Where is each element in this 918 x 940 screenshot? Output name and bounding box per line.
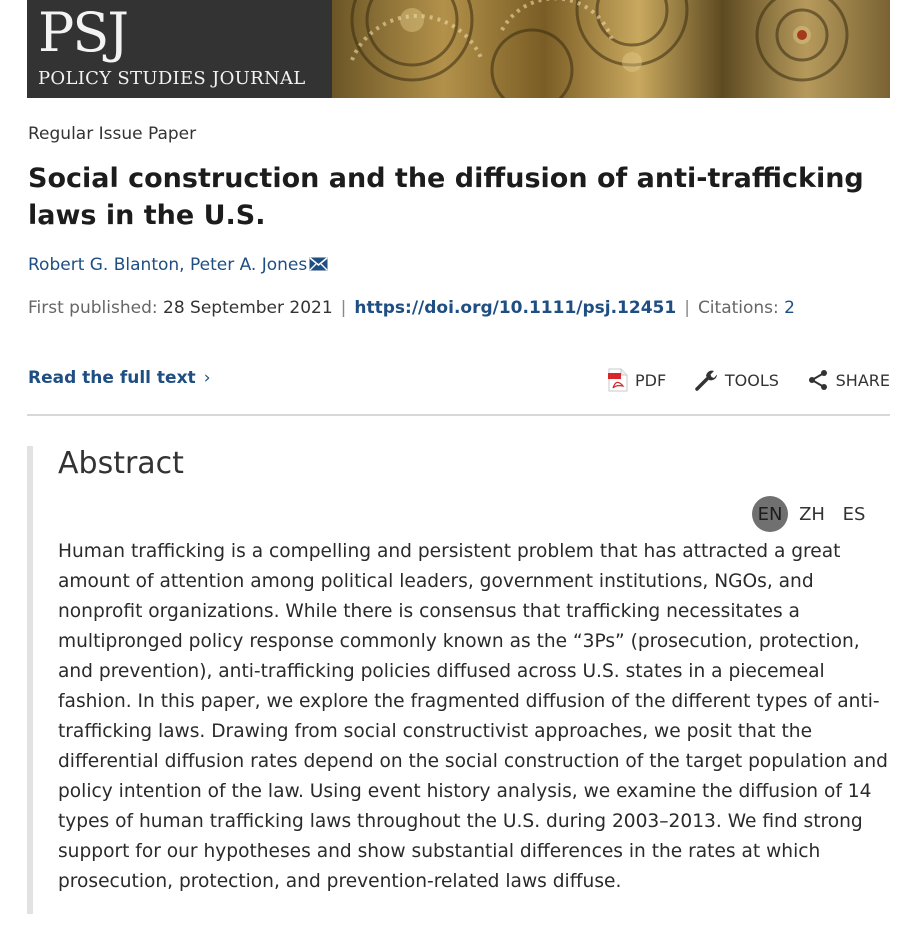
share-button[interactable] (807, 369, 890, 391)
pdf-label: PDF (635, 370, 667, 390)
language-option-zh[interactable]: ZH (799, 503, 825, 525)
article-section-type: Regular Issue Paper (28, 124, 197, 144)
article-tools (608, 366, 890, 394)
wrench-icon (694, 368, 718, 392)
share-icon (807, 369, 829, 391)
language-option-en[interactable]: EN (752, 496, 788, 532)
read-full-text-link[interactable] (28, 368, 211, 388)
author-separator: , (179, 255, 185, 275)
envelope-icon[interactable] (309, 257, 328, 271)
article-title: Social construction and the diffusion of anti-trafficking laws in the U.S. (28, 163, 864, 231)
tools-button[interactable] (694, 368, 779, 392)
pubinfo-separator: | (340, 298, 347, 318)
share-label: SHARE (835, 370, 890, 390)
publication-info (28, 298, 795, 318)
journal-name: POLICY STUDIES JOURNAL (38, 68, 306, 89)
journal-banner[interactable] (27, 0, 890, 98)
author-link[interactable]: Peter A. Jones (189, 255, 308, 275)
journal-logo-panel (27, 0, 332, 98)
pdf-icon (608, 368, 628, 392)
language-option-es[interactable]: ES (842, 503, 866, 525)
banner-gears-image (332, 0, 890, 98)
read-full-text-label: Read the full text (28, 368, 196, 388)
abstract-heading: Abstract (58, 446, 184, 481)
chevron-right-icon: › (203, 368, 211, 388)
doi-link[interactable]: https://doi.org/10.1111/psj.12451 (354, 298, 677, 318)
section-divider (27, 414, 890, 416)
gears-illustration (332, 0, 890, 98)
journal-logo-mark: PSJ (38, 1, 127, 64)
first-published-date: 28 September 2021 (163, 298, 333, 318)
abstract-body: Human trafficking is a compelling and persistent problem that has attracted a great amount of attention among political leaders, government institutions, NGOs, and nonprofit organizations. While there is consensus that trafficking necessitates a multipronged policy response commonly known as the “3Ps” (prosecution, protection, and prevention), anti-trafficking policies diffused across U.S. states in a piecemeal fashion. In this paper, we explore the fragmented diffusion of the different types of anti- trafficking laws. Drawing from social constructivist approaches, we posit that the differential diffusion rates depend on the social construction of the target population and policy intention of the law. Using event history analysis, we examine the diffusion of 14 types of human trafficking laws throughout the U.S. during 2003–2013. We find strong support for our hypotheses and show substantial differences in the rates at which prosecution, protection, and prevention-related laws diffuse. (58, 541, 888, 892)
abstract-accent-bar (27, 446, 33, 914)
author-link[interactable]: Robert G. Blanton (28, 255, 180, 275)
first-published-label: First published: (28, 298, 158, 318)
pdf-button[interactable] (608, 368, 666, 392)
citations-count-link[interactable]: 2 (784, 298, 795, 318)
citations-label: Citations: (697, 298, 779, 318)
pubinfo-separator: | (684, 298, 690, 318)
abstract-language-switch (752, 496, 872, 532)
author-list (28, 255, 328, 275)
tools-label: TOOLS (724, 370, 779, 390)
